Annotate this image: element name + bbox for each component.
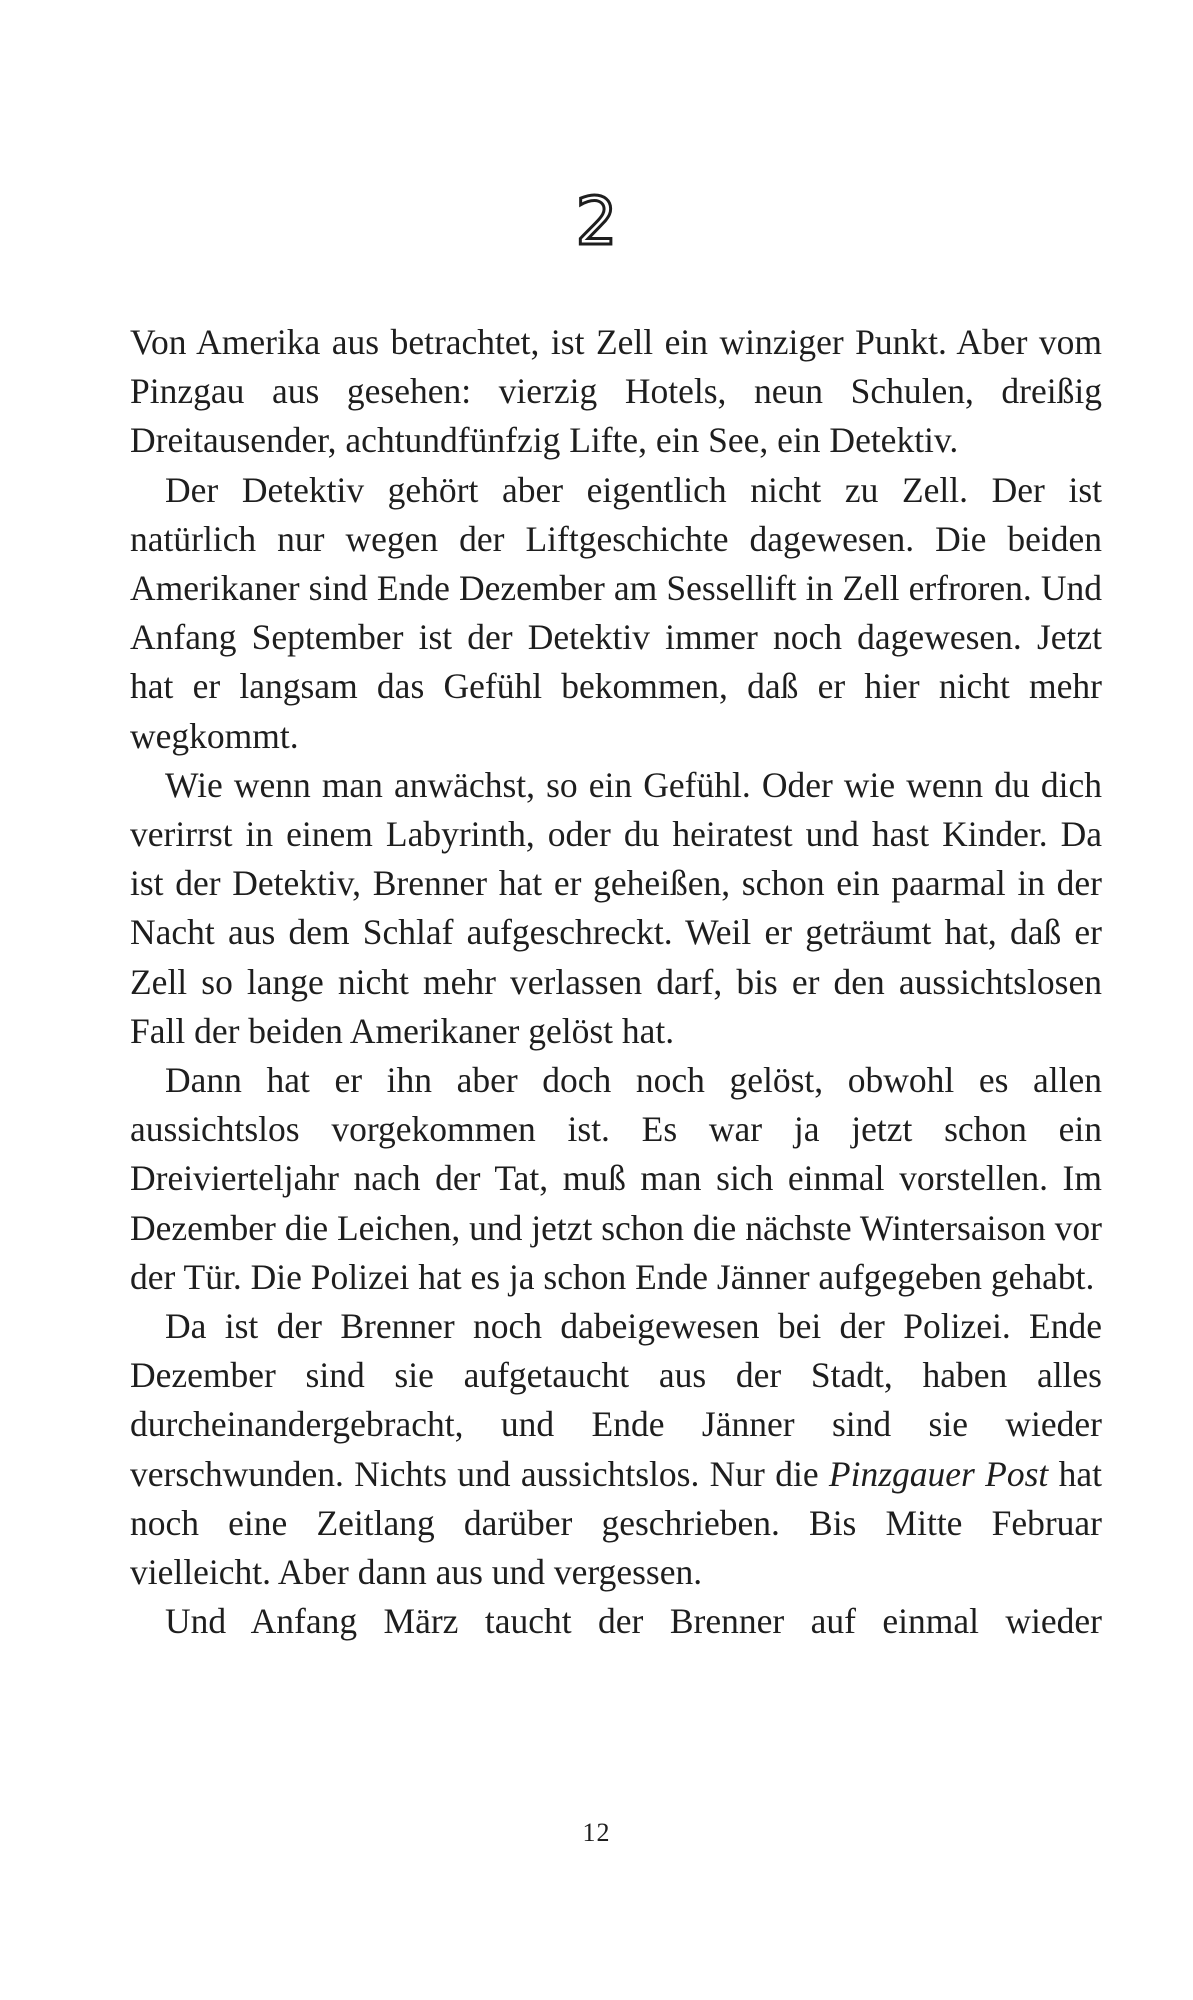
paragraph-4: Dann hat er ihn aber doch noch gelöst, obwohl es allen aussichtslos vorgekommen ist. Es war ja jetzt schon ein Dreivierteljahr nach der Tat, muß man sich einmal vorstellen. Im Dezember die Leichen, und jetzt schon die nächste Wintersaison vor der Tür. Die Polizei hat es ja schon Ende Jänner aufgegeben gehabt. <box>130 1060 1102 1297</box>
paragraph-5-text-after: hat noch eine Zeitlang darüber geschrieben. Bis Mitte Februar vielleicht. Aber dann aus und vergessen. <box>130 1453 1102 1593</box>
paragraph-6: Und Anfang März taucht der Brenner auf einmal wieder <box>165 1601 1102 1642</box>
paragraph-5 <box>130 1302 1102 1597</box>
chapter-number: 2 <box>575 183 618 260</box>
paragraph-1: Von Amerika aus betrachtet, ist Zell ein winziger Punkt. Aber vom Pinzgau aus gesehen: vierzig Hotels, neun Schulen, dreißig Dreitausender, achtundfünfzig Lifte, ein See, ein Detektiv. <box>130 322 1102 461</box>
paragraph-5-text-before: Da ist der Brenner noch dabeigewesen bei der Polizei. Ende Dezember sind sie aufgetaucht aus der Stadt, haben alles durcheinandergebracht, und Ende Jänner sind sie wieder verschwunden. Nichts und aussichtslos. Nur die <box>130 1306 1102 1494</box>
page-number: 12 <box>582 1818 611 1847</box>
body-text <box>130 318 1102 1646</box>
paragraph-3: Wie wenn man anwächst, so ein Gefühl. Oder wie wenn du dich verirrst in einem Labyrinth, oder du heiratest und hast Kinder. Da ist der Detektiv, Brenner hat er geheißen, schon ein paarmal in der Nacht aus dem Schlaf aufgeschreckt. Weil er geträumt hat, daß er Zell so lange nicht mehr verlassen darf, bis er den aussichtslosen Fall der beiden Amerikaner gelöst hat. <box>130 764 1102 1051</box>
paragraph-2: Der Detektiv gehört aber eigentlich nicht zu Zell. Der ist natürlich nur wegen der Liftgeschichte dagewesen. Die beiden Amerikaner sind Ende Dezember am Sessellift in Zell erfroren. Und Anfang September ist der Detektiv immer noch dagewesen. Jetzt hat er langsam das Gefühl bekommen, daß er hier nicht mehr wegkommt. <box>130 469 1102 756</box>
newspaper-title: Pinzgauer Post <box>828 1453 1049 1494</box>
